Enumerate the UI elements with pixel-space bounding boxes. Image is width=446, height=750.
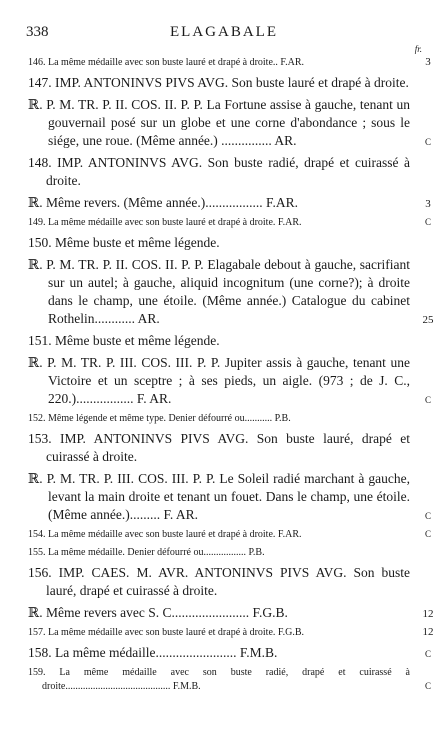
reverse-description: ℝ. P. M. TR. P. II. COS. II. P. P. La Fortune assise à gauche, tenant un gouvernail posé sur un globe et une corne d'abondance ; sous le siége, une roue. (Même année.) ............... AR. [28, 97, 410, 148]
entry-text: 157. La même médaille avec son buste lauré et drapé à droite. F.G.B. [28, 627, 305, 638]
reverse-description: ℝ. P. M. TR. P. III. COS. III. P. P. Le Soleil radié marchant à gauche, levant la main droite et tenant un fouet. Dans le champ, une étoile. (Même année.)......... F. AR. [28, 471, 410, 522]
catalog-entry [28, 666, 431, 694]
catalog-entry [28, 194, 431, 212]
entry-text: 149. La même médaille avec son buste lauré et drapé à droite. F.AR. [28, 217, 302, 228]
catalog-entry [28, 332, 410, 350]
rarity-value: 25 [422, 314, 434, 326]
catalog-entry [28, 430, 410, 466]
reverse-description: ℝ. P. M. TR. P. III. COS. III. P. P. Jupiter assis à gauche, tenant une Victoire et un sceptre ; à ses pieds, un aigle. (973 ; de J. C., 220.)................. F. AR. [28, 355, 410, 406]
rarity-value: C [424, 137, 431, 147]
catalog-entry [28, 154, 410, 190]
catalog-entry [28, 564, 410, 600]
price-column-note: fr. [414, 44, 422, 54]
rarity-value: 3 [425, 198, 431, 210]
catalog-entry [28, 626, 434, 640]
catalog-entry [28, 470, 431, 524]
rarity-value: 3 [425, 56, 431, 68]
rarity-value: C [424, 529, 431, 539]
reverse-description: ℝ. Même revers avec S. C....................... F.G.B. [28, 605, 288, 620]
rarity-value: C [424, 681, 431, 691]
entry-text: 151. Même buste et même légende. [28, 333, 220, 348]
rarity-value: C [424, 649, 431, 659]
catalog-entry [28, 412, 410, 426]
page-number: 338 [26, 24, 49, 40]
catalog-entry [28, 256, 434, 328]
entry-text: 152. Même légende et même type. Denier défourré ou........... P.B. [28, 413, 291, 424]
catalog-entries [0, 56, 446, 698]
entry-text: 153. IMP. ANTONINVS PIVS AVG. Son buste lauré, drapé et cuirassé à droite. [28, 431, 410, 464]
catalog-entry [28, 56, 431, 70]
rarity-value: 12 [422, 626, 434, 638]
entry-text: 146. La même médaille avec son buste lauré et drapé à droite.. F.AR. [28, 57, 305, 68]
page-header [26, 24, 422, 54]
catalog-entry [28, 74, 410, 92]
catalog-entry [28, 96, 431, 150]
catalog-entry [28, 644, 431, 662]
entry-text: 156. IMP. CAES. M. AVR. ANTONINVS PIVS AVG. Son buste lauré, drapé et cuirassé à droite. [28, 565, 410, 598]
entry-text: 147. IMP. ANTONINVS PIVS AVG. Son buste lauré et drapé à droite. [28, 75, 409, 90]
reverse-description: ℝ. P. M. TR. P. II. COS. II. P. P. Elagabale debout à gauche, sacrifiant sur un autel; à gauche, aliquid incognitum (une corne?); à droite dans le champ, une étoile. (Même année.) Catalogue du cabinet Rothelin............ AR. [28, 257, 410, 326]
catalog-entry [28, 216, 431, 230]
entry-text: 158. La même médaille........................ F.M.B. [28, 645, 278, 660]
entry-text: 159. La même médaille avec son buste radié, drapé et cuirassé à droite.......................................... F.M.B. [28, 667, 410, 692]
catalog-entry [28, 528, 431, 542]
reverse-description: ℝ. Même revers. (Même année.)................. F.AR. [28, 195, 298, 210]
entry-text: 155. La même médaille. Denier défourré ou................. P.B. [28, 547, 265, 558]
catalog-entry [28, 604, 434, 622]
entry-text: 154. La même médaille avec son buste lauré et drapé à droite. F.AR. [28, 529, 302, 540]
rarity-value: C [424, 395, 431, 405]
running-title: ELAGABALE [170, 24, 278, 40]
catalog-entry [28, 354, 431, 408]
catalog-entry [28, 234, 410, 252]
entry-text: 148. IMP. ANTONINVS AVG. Son buste radié, drapé et cuirassé à droite. [28, 155, 410, 188]
rarity-value: 12 [422, 608, 434, 620]
rarity-value: C [424, 511, 431, 521]
catalog-entry [28, 546, 410, 560]
rarity-value: C [424, 217, 431, 227]
entry-text: 150. Même buste et même légende. [28, 235, 220, 250]
